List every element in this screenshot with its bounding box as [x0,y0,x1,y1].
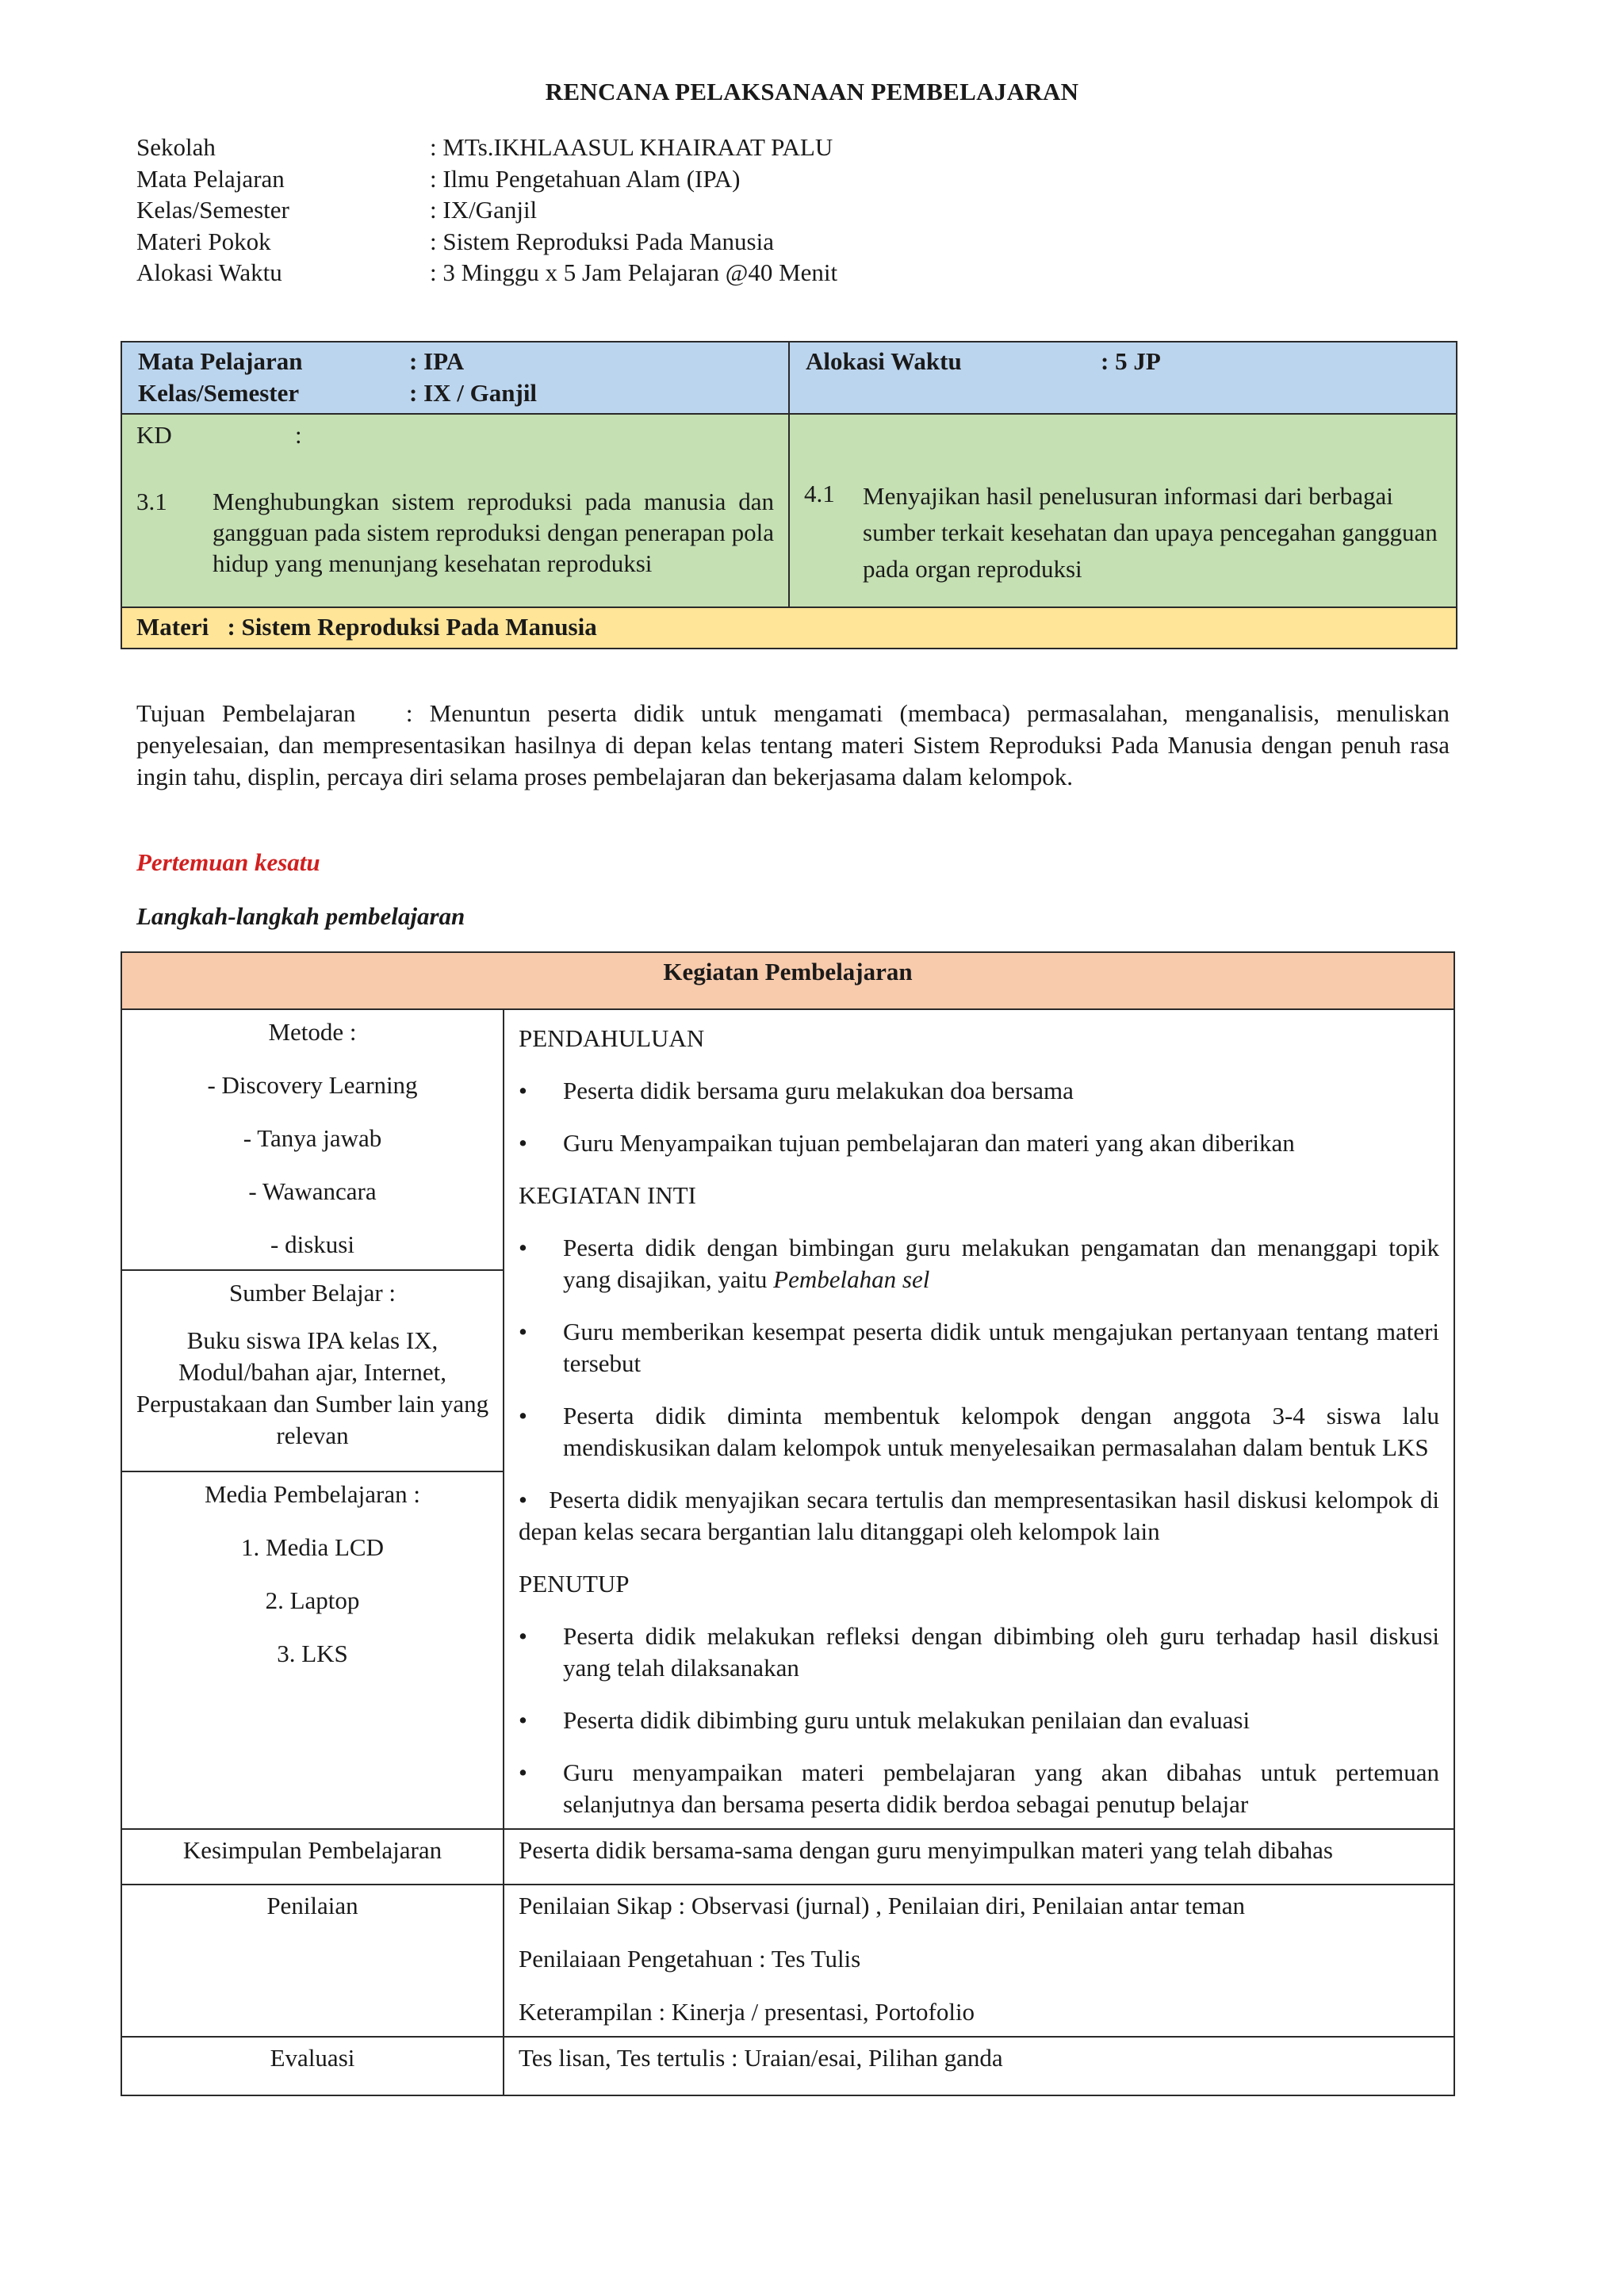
list-item-text: Peserta didik dibimbing guru untuk melakukan penilaian dan evaluasi [563,1706,1251,1734]
kd-item-4-1 [804,478,1442,587]
pendahuluan-title: PENDAHULUAN [519,1024,705,1052]
learning-objective: Tujuan Pembelajaran : Menuntun peserta didik untuk mengamati (membaca) permasalahan, menganalisis, menuliskan penyelesaian, dan mempresentasikan hasilnya di depan kelas tentang materi Sistem Reproduksi Pada Manusia dengan penuh rasa ingin tahu, displin, percaya diri selama proses pembelajaran dan bekerjasama dalam kelompok. [136,699,1456,790]
kd-number: 4.1 [804,479,835,507]
info-value: : 3 Minggu x 5 Jam Pelajaran @40 Menit [430,258,838,286]
activities-main-row [121,1009,1454,1829]
conclusion-row [121,1829,1454,1885]
list-item: • Peserta didik melakukan refleksi dengan dibimbing oleh guru terhadap hasil diskusi yang telah dilaksanakan [519,1621,1439,1684]
list-item: • Guru Menyampaikan tujuan pembelajaran dan materi yang akan diberikan [519,1127,1439,1159]
list-item: • Peserta didik dengan bimbingan guru melakukan pengamatan dan menanggapi topik yang disajikan, yaitu Pembelahan sel [519,1234,1440,1293]
info-row-kelas [136,194,837,226]
list-item: • Peserta didik dibimbing guru untuk melakukan penilaian dan evaluasi [519,1705,1439,1736]
kd-item-3-1 [136,486,774,579]
assessment-item: Penilaian Sikap : Observasi (jurnal) , Penilaian diri, Penilaian antar teman [519,1892,1245,1919]
list-item-text: Peserta didik dengan bimbingan guru melakukan pengamatan dan menanggapi topik yang disajikan, yaitu [563,1234,1440,1293]
info-label: Sekolah [136,133,216,161]
info-label: Kelas/Semester [136,196,289,224]
list-item: • Guru memberikan kesempat peserta didik untuk mengajukan pertanyaan tentang materi tersebut [519,1316,1439,1380]
kd-header-right [789,342,1457,414]
info-label: Alokasi Waktu [136,258,282,286]
list-item-inline: • Peserta didik menyajikan secara tertulis dan mempresentasikan hasil diskusi kelompok di depan kelas secara bergantian lalu ditanggapi oleh kelompok lain [519,1486,1446,1545]
kd-header-left [121,342,789,414]
media-item: 3. LKS [277,1640,348,1667]
source-label: Sumber Belajar : [228,1279,396,1307]
list-item-text: Peserta didik diminta membentuk kelompok dengan anggota 3-4 siswa lalu mendiskusikan dalam kelompok untuk menyelesaikan permasalahan dalam bentuk LKS [563,1402,1440,1461]
list-item: • Peserta didik bersama guru melakukan doa bersama [519,1075,1439,1107]
media-item: 1. Media LCD [241,1533,384,1561]
media-label: Media Pembelajaran : [204,1480,420,1508]
media-item: 2. Laptop [265,1586,360,1614]
kd-text: Menghubungkan sistem reproduksi pada manusia dan gangguan pada sistem reproduksi dengan penerapan pola hidup yang menunjang kesehatan reproduksi [213,487,774,577]
kd-label: KD [136,420,172,449]
list-item: • Peserta didik diminta membentuk kelompok dengan anggota 3-4 siswa lalu mendiskusikan dalam kelompok untuk menyelesaikan permasalahan dalam bentuk LKS [519,1400,1439,1464]
list-item-text: Guru memberikan kesempat peserta didik untuk mengajukan pertanyaan tentang materi tersebut [563,1318,1440,1377]
method-item: - Wawancara [248,1177,377,1205]
assessment-row [121,1885,1454,2037]
kd-text: Menyajikan hasil penelusuran informasi dari berbagai sumber terkait kesehatan dan upaya pencegahan gangguan pada organ reproduksi [863,481,1438,583]
info-value: : Sistem Reproduksi Pada Manusia [430,227,774,255]
assessment-label: Penilaian [121,1885,504,2037]
info-label: Materi Pokok [136,227,271,255]
list-item-text: Peserta didik melakukan refleksi dengan dibimbing oleh guru terhadap hasil diskusi yang telah dilaksanakan [563,1622,1440,1682]
meeting-heading: Pertemuan kesatu [136,848,320,876]
mapel-label: Mata Pelajaran [138,347,303,375]
kd-number: 3.1 [136,487,167,515]
activities-cell [504,1009,1454,1829]
alokasi-label: Alokasi Waktu [806,347,962,375]
steps-heading: Langkah-langkah pembelajaran [136,902,465,930]
activities-header: Kegiatan Pembelajaran [121,952,1454,1009]
info-value: : Ilmu Pengetahuan Alam (IPA) [430,164,741,193]
info-row-mapel [136,163,837,195]
info-row-materi [136,226,837,258]
assessment-item: Penilaiaan Pengetahuan : Tes Tulis [519,1945,861,1973]
info-value: : IX/Ganjil [430,196,538,224]
kd-table-header [121,342,1457,414]
activities-table [121,951,1455,2096]
media-block [122,1471,503,1702]
assessment-cell [504,1885,1454,2037]
materi-row [121,607,1457,649]
activities-header-row [121,952,1454,1009]
mapel-value: : IPA [409,347,465,375]
list-item-emphasis: Pembelahan sel [773,1265,930,1293]
list-item-text: Guru menyampaikan materi pembelajaran yang akan dibahas untuk pertemuan selanjutnya dan bersama peserta didik berdoa sebagai penutup belajar [563,1758,1440,1818]
source-text: Buku siswa IPA kelas IX, Modul/bahan ajar, Internet, Perpustakaan dan Sumber lain yang relevan [136,1326,489,1449]
conclusion-text: Peserta didik bersama-sama dengan guru menyimpulkan materi yang telah dibahas [504,1829,1454,1885]
kd-right-cell [789,414,1457,607]
inti-title: KEGIATAN INTI [519,1181,696,1209]
alokasi-value: : 5 JP [1101,347,1161,375]
kd-table-body [121,414,1457,607]
evaluation-label: Evaluasi [121,2037,504,2095]
penutup-title: PENUTUP [519,1570,630,1598]
materi-cell: Materi : Sistem Reproduksi Pada Manusia [121,607,1457,649]
method-label: Metode : [268,1018,357,1046]
assessment-item: Keterampilan : Kinerja / presentasi, Portofolio [519,1998,975,2026]
source-block [122,1269,503,1471]
kd-table [121,341,1457,649]
evaluation-text: Tes lisan, Tes tertulis : Uraian/esai, Pilihan ganda [504,2037,1454,2095]
list-item-text: Peserta didik bersama guru melakukan doa bersama [563,1077,1074,1104]
method-item: - Discovery Learning [207,1071,418,1099]
identity-block [136,132,837,289]
method-item: - Tanya jawab [243,1124,382,1152]
info-label: Mata Pelajaran [136,164,285,193]
kelas-label: Kelas/Semester [138,379,300,408]
info-value: : MTs.IKHLAASUL KHAIRAAT PALU [430,133,833,161]
resources-cell [121,1009,504,1829]
info-row-sekolah [136,132,837,163]
method-block [122,1010,503,1269]
evaluation-row [121,2037,1454,2095]
kelas-value: : IX / Ganjil [409,379,538,408]
list-item-text: Guru Menyampaikan tujuan pembelajaran dan materi yang akan diberikan [563,1129,1295,1157]
info-row-alokasi [136,257,837,289]
method-item: - diskusi [270,1230,354,1258]
conclusion-label: Kesimpulan Pembelajaran [121,1829,504,1885]
document-title: RENCANA PELAKSANAAN PEMBELAJARAN [545,78,1079,105]
list-item: • Guru menyampaikan materi pembelajaran yang akan dibahas untuk pertemuan selanjutnya dan bersama peserta didik berdoa sebagai penutup belajar [519,1757,1439,1820]
kd-left-cell [121,414,789,607]
kd-colon: : [295,420,302,449]
